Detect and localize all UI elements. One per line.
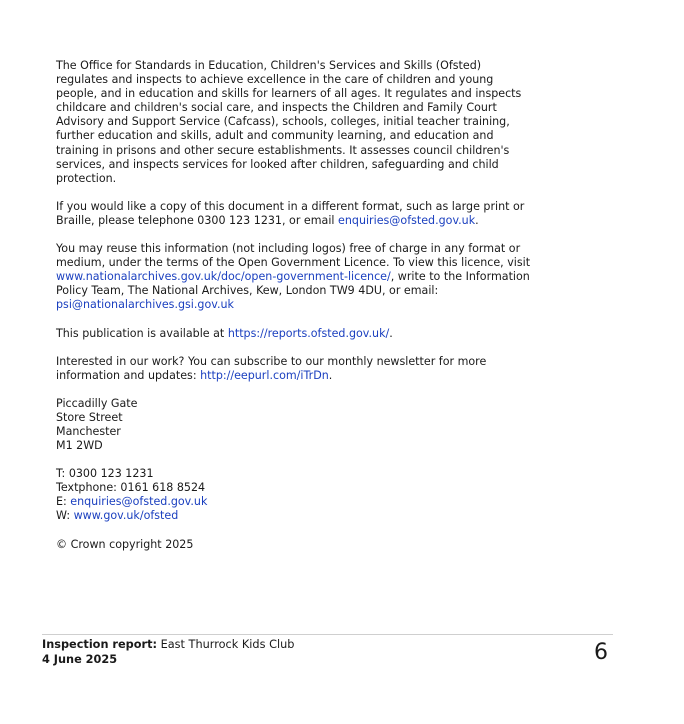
alternative-format-text: If you would like a copy of this document in a different format, such as large print or Braille, please telephone 0300 123 1231, or email <box>56 199 525 227</box>
open-government-licence-link[interactable]: www.nationalarchives.gov.uk/doc/open-government-licence/ <box>56 270 391 284</box>
reports-link[interactable]: https://reports.ofsted.gov.uk/ <box>227 326 390 340</box>
address-line-3: Manchester <box>56 424 121 438</box>
alternative-format-paragraph <box>56 200 536 228</box>
availability-text: This publication is available at <box>56 326 228 340</box>
footer-report-name: East Thurrock Kids Club <box>157 638 295 651</box>
newsletter-paragraph <box>56 355 536 383</box>
national-archives-email-link[interactable]: psi@nationalarchives.gsi.gov.uk <box>56 298 234 312</box>
email-line <box>56 495 536 509</box>
ofsted-description-paragraph: The Office for Standards in Education, Children's Services and Skills (Ofsted) regulates and inspects to achieve excellence in the care of children and young people, and in education and skills for learners of all ages. It regulates and inspects childcare and children's social care, and inspects the Children and Family Court Advisory and Support Service (Cafcass), schools, colleges, initial teacher training, further education and skills, adult and community learning, and education and training in prisons and other secure establishments. It assesses council children's services, and inspects services for looked after children, safeguarding and child protection. <box>56 59 522 185</box>
reuse-licence-text: You may reuse this information (not including logos) free of charge in any format or medium, under the terms of the Open Government Licence. To view this licence, visit <box>56 242 531 270</box>
contact-email-link[interactable]: enquiries@ofsted.gov.uk <box>70 495 208 509</box>
newsletter-link[interactable]: http://eepurl.com/iTrDn <box>200 368 329 382</box>
footer-report-line <box>42 638 294 653</box>
address-line-4: M1 2WD <box>56 439 103 453</box>
footer-divider <box>42 634 613 635</box>
availability-paragraph <box>56 327 536 341</box>
reuse-licence-middle: , write to the Information Policy Team, The National Archives, Kew, London TW9 4DU, or email: <box>56 270 530 298</box>
contact-details <box>56 467 536 523</box>
postal-address <box>56 397 536 453</box>
footer-date: 4 June 2025 <box>42 652 118 666</box>
document-body <box>56 59 536 566</box>
newsletter-end: . <box>328 368 333 382</box>
availability-end: . <box>389 326 393 340</box>
alternative-format-end: . <box>475 213 479 227</box>
textphone-line: Textphone: 0161 618 8524 <box>56 481 206 495</box>
newsletter-text: Interested in our work? You can subscribe to our monthly newsletter for more information and updates: <box>56 354 487 382</box>
enquiries-email-link[interactable]: enquiries@ofsted.gov.uk <box>338 213 476 227</box>
address-line-1: Piccadilly Gate <box>56 396 138 410</box>
email-prefix: E: <box>56 495 71 509</box>
reuse-licence-paragraph <box>56 242 536 312</box>
copyright-notice: © Crown copyright 2025 <box>56 537 194 551</box>
web-prefix: W: <box>56 509 74 523</box>
telephone-line: T: 0300 123 1231 <box>56 467 154 481</box>
page-number: 6 <box>594 640 608 665</box>
page-footer <box>42 638 294 667</box>
website-link[interactable]: www.gov.uk/ofsted <box>73 509 179 523</box>
footer-report-label: Inspection report: <box>42 638 157 651</box>
web-line <box>56 509 536 523</box>
address-line-2: Store Street <box>56 410 123 424</box>
